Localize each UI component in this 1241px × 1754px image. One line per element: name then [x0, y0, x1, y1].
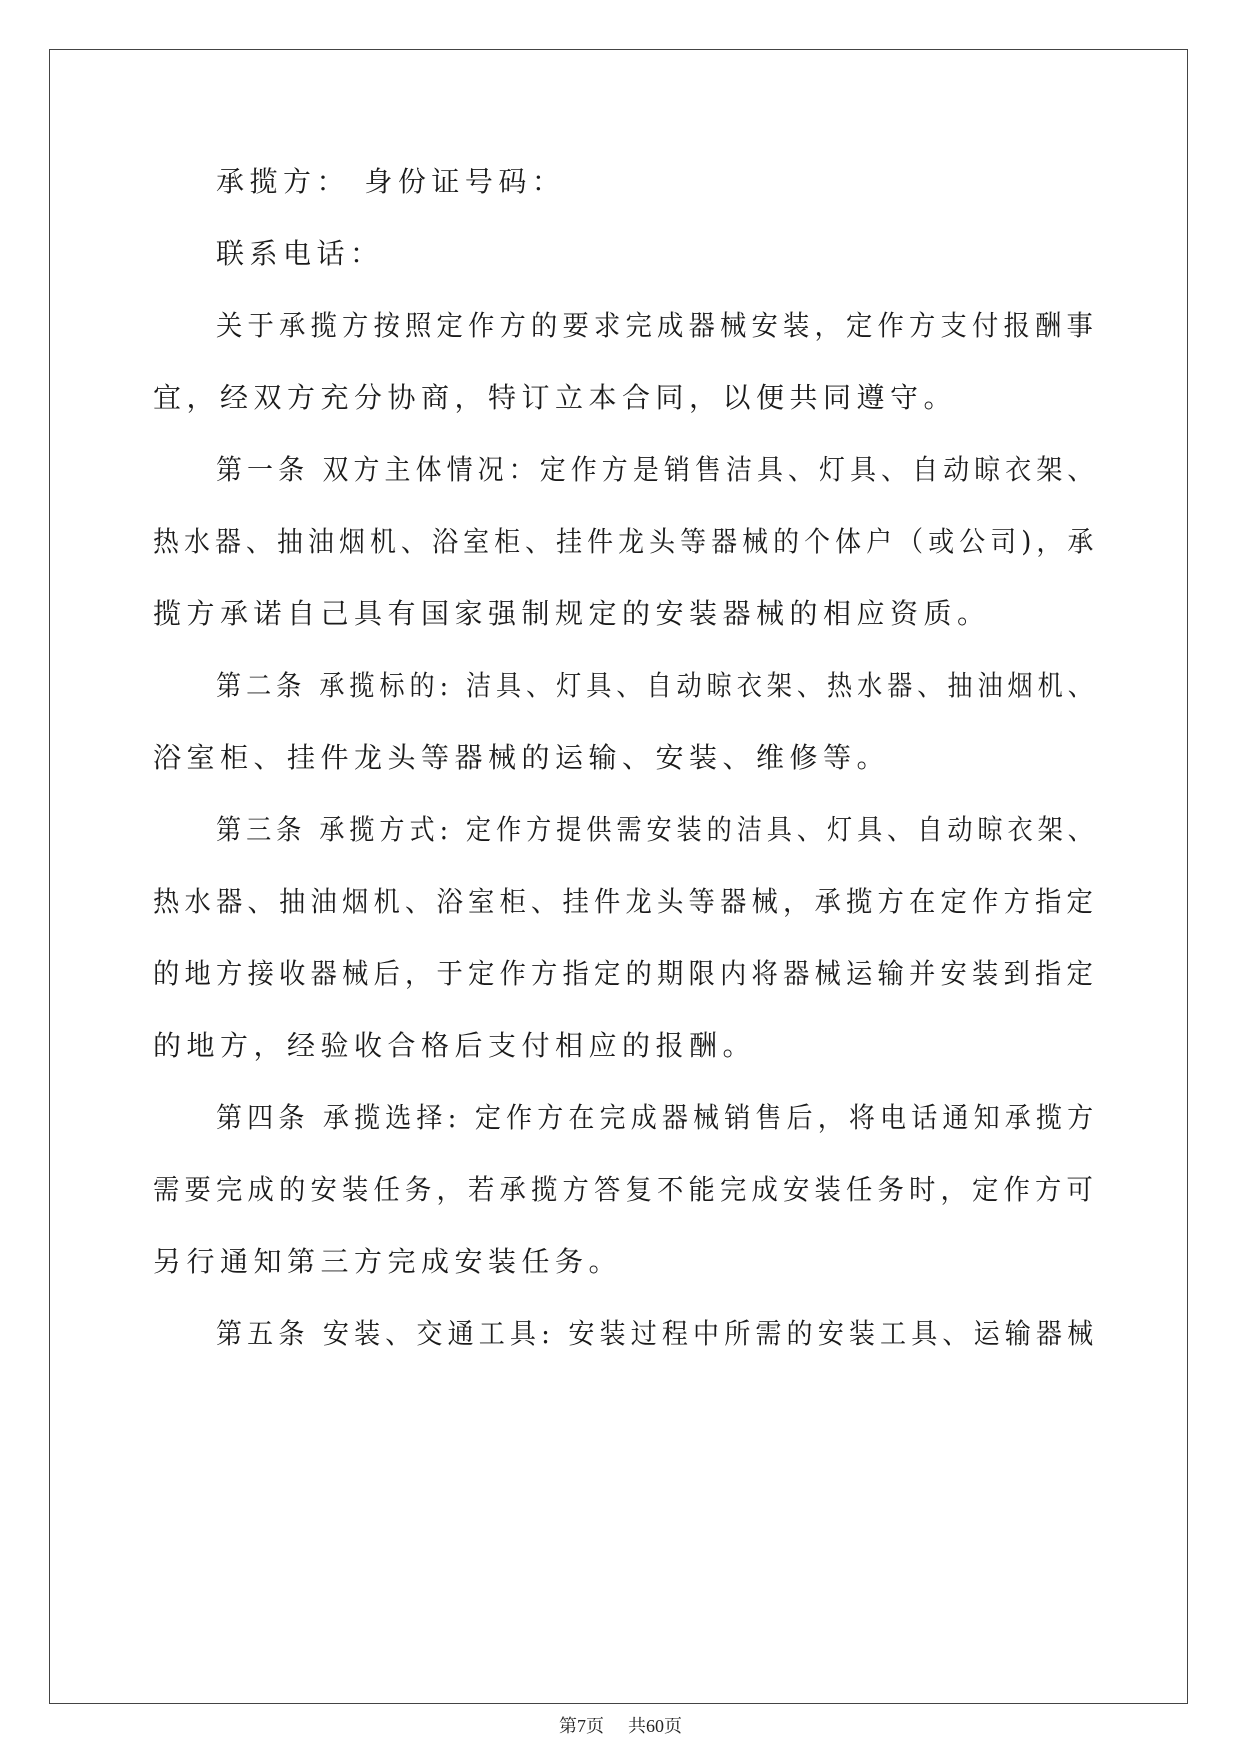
page-number-total: 共60页 [628, 1716, 682, 1736]
article-4-line-3: 另行通知第三方完成安装任务。 [153, 1245, 623, 1278]
article-2-line-2: 浴室柜、挂件龙头等器械的运输、安装、维修等。 [153, 741, 891, 774]
article-5-line-1: 第五条 安装、交通工具: 安装过程中所需的安装工具、运输器械 [216, 1317, 1099, 1350]
preamble-line-1: 关于承揽方按照定作方的要求完成器械安装，定作方支付报酬事 [216, 309, 1099, 342]
article-3-line-4: 的地方，经验收合格后支付相应的报酬。 [153, 1029, 757, 1062]
article-4-line-1: 第四条 承揽选择: 定作方在完成器械销售后，将电话通知承揽方 [216, 1101, 1099, 1134]
preamble-line-2: 宜，经双方充分协商，特订立本合同，以便共同遵守。 [153, 381, 958, 414]
page-border [49, 49, 1188, 1704]
article-2-line-1: 第二条 承揽标的: 洁具、灯具、自动晾衣架、热水器、抽油烟机、 [216, 669, 1098, 702]
article-1-line-2: 热水器、抽油烟机、浴室柜、挂件龙头等器械的个体户（或公司)，承 [153, 525, 1099, 558]
page-footer [0, 1714, 1241, 1738]
article-3-line-1: 第三条 承揽方式: 定作方提供需安装的洁具、灯具、自动晾衣架、 [216, 813, 1098, 846]
article-3-line-2: 热水器、抽油烟机、浴室柜、挂件龙头等器械，承揽方在定作方指定 [153, 885, 1099, 918]
article-1-line-3: 揽方承诺自己具有国家强制规定的安装器械的相应资质。 [153, 597, 991, 630]
contact-phone-line: 联系电话： [216, 237, 384, 270]
article-3-line-3: 的地方接收器械后，于定作方指定的期限内将器械运输并安装到指定 [153, 957, 1099, 990]
page-number-current: 第7页 [559, 1716, 604, 1736]
article-4-line-2: 需要完成的安装任务，若承揽方答复不能完成安装任务时，定作方可 [153, 1173, 1099, 1206]
article-1-line-1: 第一条 双方主体情况：定作方是销售洁具、灯具、自动晾衣架、 [216, 453, 1099, 486]
party-contractor-line: 承揽方： 身份证号码： [216, 165, 566, 198]
